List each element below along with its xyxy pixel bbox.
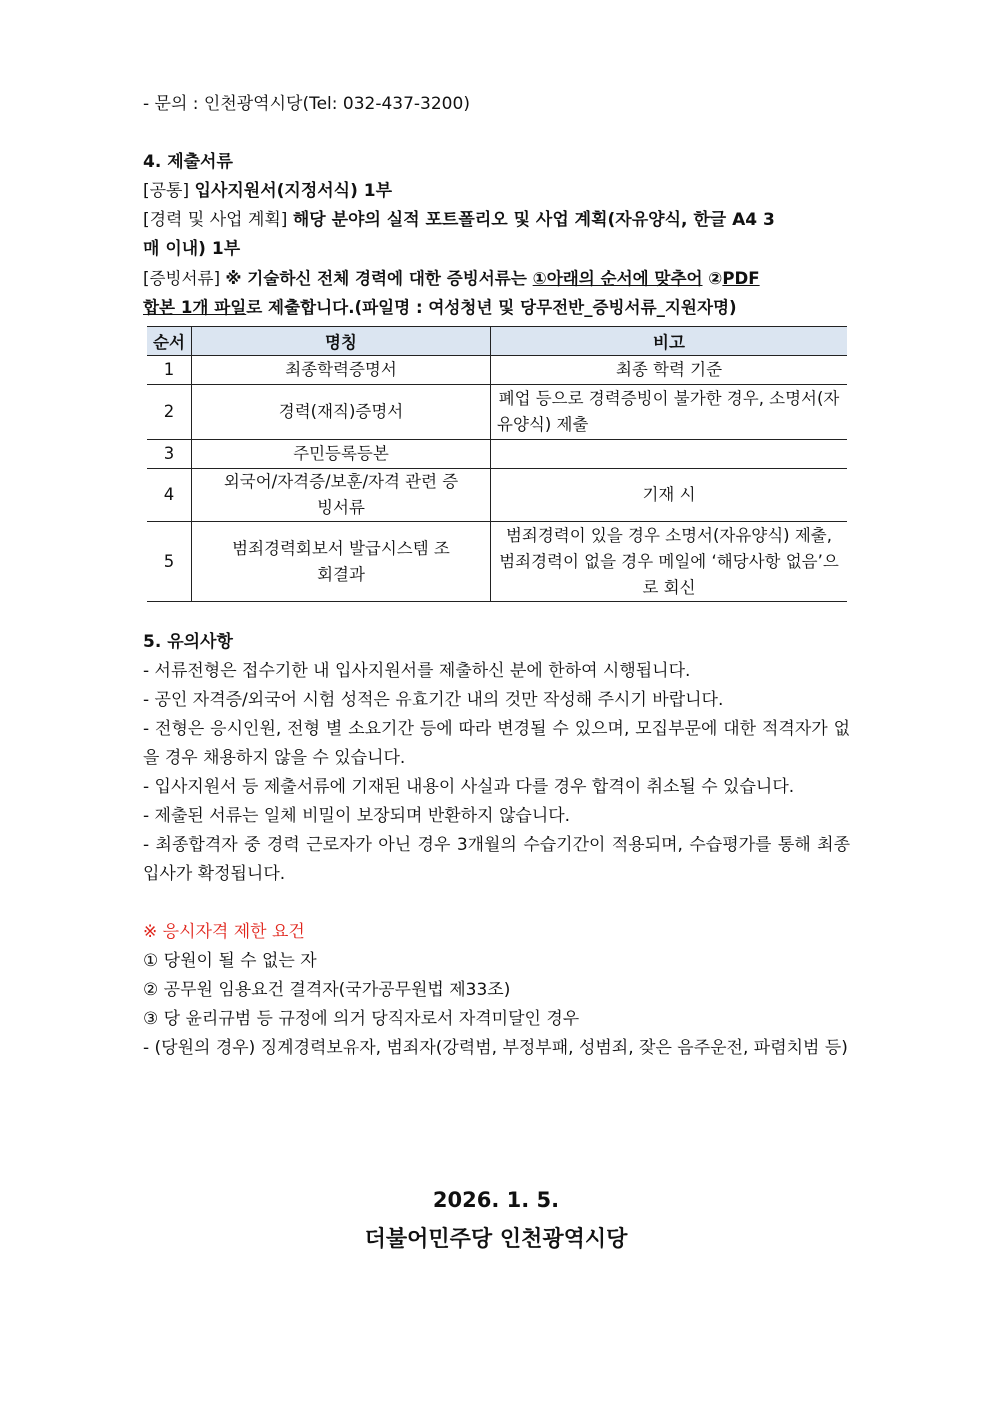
row-name: 범죄경력회보서 발급시스템 조회결과 [192,522,491,602]
row-note: 기재 시 [491,469,848,522]
row-name: 주민등록등본 [192,440,491,469]
doc-career-prefix: [경력 및 사업 계획] [143,210,288,230]
row-note: 폐업 등으로 경력증빙이 불가한 경우, 소명서(자유양식) 제출 [491,385,848,440]
doc-proof-text-c: 로 제출합니다.(파일명 : 여성청년 및 당무전반_증빙서류_지원자명) [246,298,737,317]
notice-item: - 입사지원서 등 제출서류에 기재된 내용이 사실과 다를 경우 합격이 취소될 수 있습니다. [143,777,795,797]
table-header-row [147,327,847,356]
row-note: 범죄경력이 있을 경우 소명서(자유양식) 제출, 범죄경력이 없을 경우 메일에 ‘해당사항 없음’으로 회신 [491,522,848,602]
doc-proof-underline-3: 합본 1개 파일 [143,298,247,317]
doc-career [143,206,850,235]
row-order: 2 [147,385,192,440]
row-name: 최종학력증명서 [192,356,491,385]
doc-career-text-cont: 매 이내) 1부 [143,239,241,259]
section4-title: 4. 제출서류 [143,152,233,172]
doc-proof [143,264,850,293]
document-body [143,90,850,1063]
restriction-item: ① 당원이 될 수 없는 자 [143,951,317,971]
row-order: 4 [147,469,192,522]
notice-item: - 서류전형은 접수기한 내 입사지원서를 제출하신 분에 한하여 시행됩니다. [143,661,691,681]
section5-title: 5. 유의사항 [143,632,233,652]
doc-proof-cont [143,293,850,322]
doc-proof-text-b: ② [702,269,723,288]
header-note: 비고 [491,327,848,356]
notice-item: - 전형은 응시인원, 전형 별 소요기간 등에 따라 변경될 수 있으며, 모집부문에 대한 적격자가 없을 경우 채용하지 않을 수 있습니다. [143,719,850,768]
restriction-item: - (당원의 경우) 징계경력보유자, 범죄자(강력범, 부정부패, 성범죄, 잦은 음주운전, 파렴치범 등) [143,1038,848,1058]
table-row [147,356,847,385]
row-note [491,440,848,469]
notice-item: - 제출된 서류는 일체 비밀이 보장되며 반환하지 않습니다. [143,806,571,826]
doc-proof-underline-1: ①아래의 순서에 맞추어 [532,269,703,288]
row-order: 5 [147,522,192,602]
documents-table [147,326,847,602]
restriction-title: ※ 응시자격 제한 요건 [143,922,305,942]
row-order: 1 [147,356,192,385]
row-order: 3 [147,440,192,469]
table-row [147,522,847,602]
row-name: 경력(재직)증명서 [192,385,491,440]
contact-line: - 문의 : 인천광역시당(Tel: 032-437-3200) [143,94,470,114]
notice-item: - 공인 자격증/외국어 시험 성적은 유효기간 내의 것만 작성해 주시기 바랍니다. [143,690,724,710]
restriction-item: ② 공무원 임용요건 결격자(국가공무원법 제33조) [143,980,511,1000]
restriction-item: ③ 당 윤리규범 등 규정에 의거 당직자로서 자격미달인 경우 [143,1009,580,1029]
doc-common-text: 입사지원서(지정서식) 1부 [194,181,393,201]
table-row [147,385,847,440]
doc-proof-underline-2: PDF [722,269,760,288]
table-row [147,469,847,522]
table-row [147,440,847,469]
header-name: 명칭 [192,327,491,356]
row-name: 외국어/자격증/보훈/자격 관련 증빙서류 [192,469,491,522]
notice-item: - 최종합격자 중 경력 근로자가 아닌 경우 3개월의 수습기간이 적용되며, 수습평가를 통해 최종입사가 확정됩니다. [143,835,850,884]
row-note: 최종 학력 기준 [491,356,848,385]
issuer-name: 더불어민주당 인천광역시당 [364,1227,628,1252]
doc-career-text: 해당 분야의 실적 포트폴리오 및 사업 계획(자유양식, 한글 A4 3 [292,210,775,230]
doc-proof-text-a: ※ 기술하신 전체 경력에 대한 증빙서류는 [225,269,533,288]
doc-common-prefix: [공통] [143,181,190,201]
doc-proof-prefix: [증빙서류] [143,269,221,288]
issue-date: 2026. 1. 5. [432,1188,560,1212]
header-order: 순서 [147,327,192,356]
doc-common [143,177,850,206]
